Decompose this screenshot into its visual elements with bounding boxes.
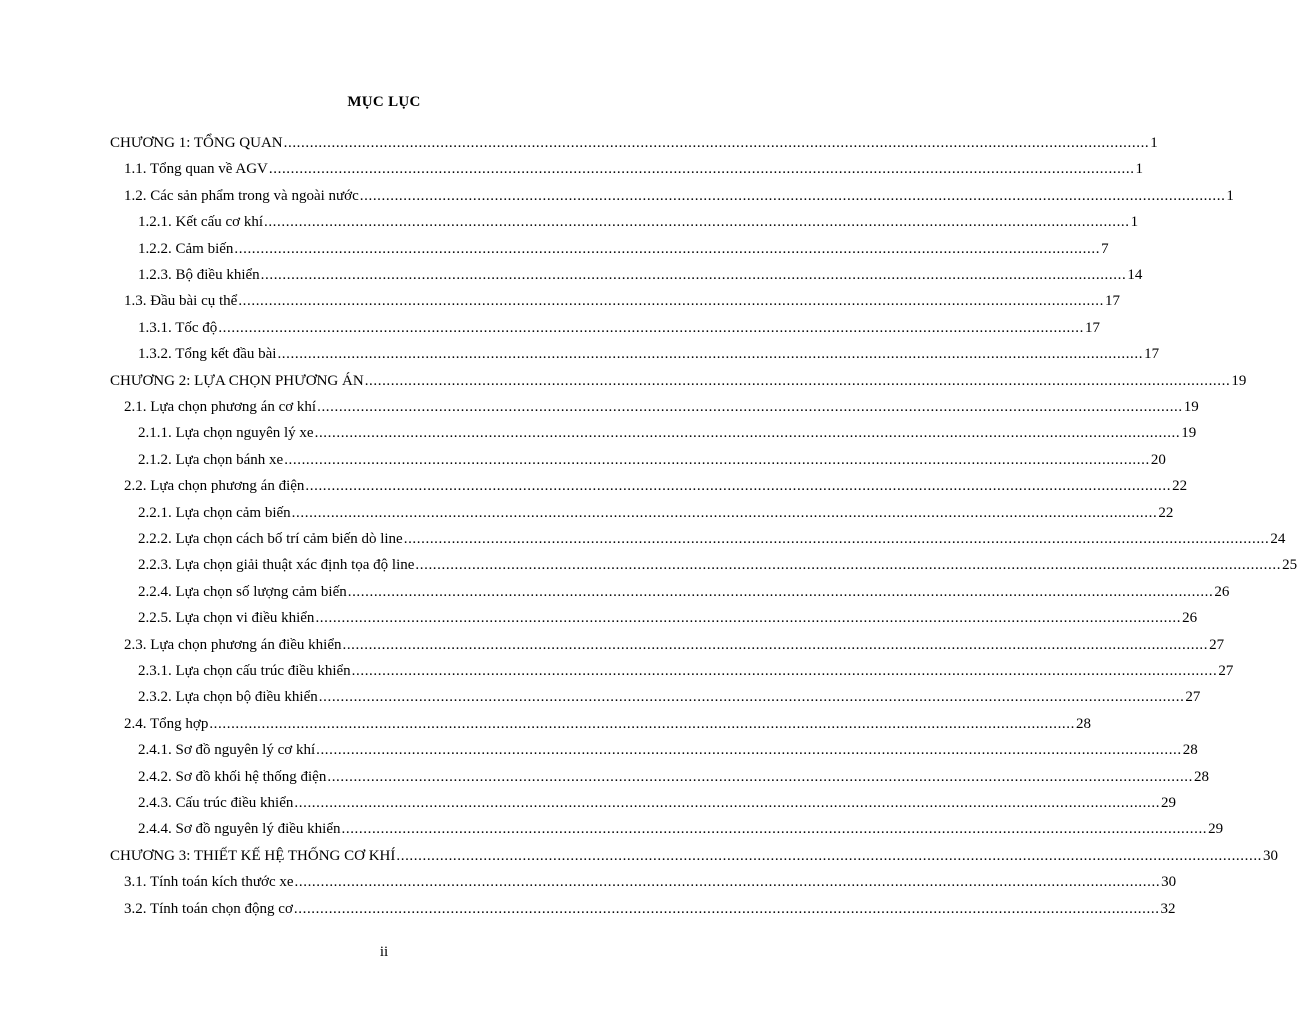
toc-entry-page: 17: [1104, 293, 1120, 310]
toc-entry[interactable]: [138, 416, 1197, 442]
toc-entry[interactable]: [110, 839, 1279, 865]
toc-entry-page: 30: [1263, 847, 1279, 864]
toc-entry-page: 27: [1218, 663, 1234, 679]
toc-entry-label: 2.2.1. Lựa chọn cảm biến: [138, 504, 291, 521]
toc-entry-page: 7: [1101, 240, 1109, 257]
toc-entry-label: 2.1.1. Lựa chọn nguyên lý xe: [138, 425, 314, 442]
toc-entry[interactable]: [138, 680, 1201, 706]
toc-entry-label: 2.4.3. Cấu trúc điều khiển: [138, 795, 294, 811]
toc-entry[interactable]: [138, 232, 1109, 258]
toc-entry-page: 26: [1214, 583, 1230, 600]
toc-entry[interactable]: [124, 284, 1120, 310]
toc-dot-leader: .......................................................................................................................................................................................................: [318, 689, 1185, 706]
toc-dot-leader: .......................................................................................................................................................................................................: [268, 161, 1135, 178]
toc-entry[interactable]: [138, 786, 1177, 812]
toc-dot-leader: .......................................................................................................................................................................................................: [283, 135, 1150, 151]
toc-entry[interactable]: [138, 654, 1234, 680]
toc-entry[interactable]: [124, 469, 1188, 495]
toc-entry-page: 19: [1181, 425, 1197, 442]
toc-entry-label: 1.3. Đầu bài cụ thể: [124, 293, 238, 310]
toc-entry-page: 1: [1150, 135, 1158, 151]
toc-dot-leader: .......................................................................................................................................................................................................: [291, 504, 1158, 521]
toc-entry[interactable]: [124, 179, 1234, 205]
toc-entry-page: 28: [1194, 768, 1209, 785]
toc-entry[interactable]: [124, 390, 1199, 416]
toc-entry-label: 2.2.5. Lựa chọn vi điều khiển: [138, 610, 315, 627]
toc-entry-label: 1.2. Các sản phẩm trong và ngoài nước: [124, 187, 359, 204]
toc-entry-page: 27: [1209, 636, 1225, 653]
toc-dot-leader: .......................................................................................................................................................................................................: [317, 399, 1183, 415]
toc-entry[interactable]: [124, 707, 1091, 733]
toc-entry[interactable]: [138, 760, 1209, 786]
toc-entry[interactable]: [138, 311, 1100, 337]
toc-entry-label: 2.2.3. Lựa chọn giải thuật xác định tọa độ line: [138, 557, 415, 574]
toc-entry-page: 25: [1282, 557, 1297, 574]
toc-dot-leader: .......................................................................................................................................................................................................: [327, 768, 1193, 785]
toc-entry-label: 1.2.2. Cảm biến: [138, 240, 234, 257]
toc-dot-leader: .......................................................................................................................................................................................................: [341, 821, 1208, 838]
toc-dot-leader: .......................................................................................................................................................................................................: [260, 267, 1127, 283]
page-title: MỤC LỤC: [347, 94, 421, 110]
toc-entry-label: CHƯƠNG 1: TỔNG QUAN: [110, 135, 283, 151]
page-number: ii: [379, 944, 389, 960]
toc-dot-leader: .......................................................................................................................................................................................................: [277, 346, 1144, 363]
toc-entry-label: 1.2.3. Bộ điều khiển: [138, 267, 260, 283]
toc-dot-leader: .......................................................................................................................................................................................................: [347, 583, 1214, 600]
toc-entry-label: 3.1. Tính toán kích thước xe: [124, 874, 294, 891]
toc-entry-page: 20: [1150, 451, 1166, 468]
toc-dot-leader: .......................................................................................................................................................................................................: [293, 900, 1160, 917]
toc-entry[interactable]: [138, 337, 1160, 363]
toc-entry-page: 28: [1075, 715, 1091, 732]
toc-dot-leader: .......................................................................................................................................................................................................: [284, 451, 1150, 468]
toc-entry[interactable]: [138, 548, 1297, 574]
toc-entry-page: 26: [1182, 610, 1198, 627]
toc-entry-label: 3.2. Tính toán chọn động cơ: [124, 900, 293, 917]
toc-entry[interactable]: [138, 522, 1286, 548]
toc-entry-page: 1: [1130, 214, 1139, 231]
toc-dot-leader: .......................................................................................................................................................................................................: [342, 636, 1209, 653]
toc-dot-leader: .......................................................................................................................................................................................................: [359, 187, 1226, 204]
toc-entry-page: 24: [1270, 531, 1286, 547]
toc-entry[interactable]: [138, 205, 1139, 231]
toc-entry-page: 29: [1208, 821, 1224, 838]
toc-entry[interactable]: [138, 733, 1198, 759]
toc-entry[interactable]: [138, 496, 1174, 522]
toc-entry[interactable]: [110, 126, 1158, 152]
toc-entry[interactable]: [110, 364, 1247, 390]
toc-dot-leader: .......................................................................................................................................................................................................: [234, 240, 1101, 257]
toc-entry-page: 28: [1182, 742, 1198, 759]
toc-entry-label: 2.4.2. Sơ đồ khối hệ thống điện: [138, 768, 327, 785]
toc-entry-label: 2.3. Lựa chọn phương án điều khiển: [124, 636, 342, 653]
toc-dot-leader: .......................................................................................................................................................................................................: [294, 795, 1161, 811]
toc-entry-label: 1.3.1. Tốc độ: [138, 319, 218, 336]
toc-dot-leader: .......................................................................................................................................................................................................: [315, 610, 1182, 627]
toc-dot-leader: .......................................................................................................................................................................................................: [238, 293, 1104, 310]
toc-entry-page: 27: [1185, 689, 1201, 706]
toc-entry-label: 2.2.4. Lựa chọn số lượng cảm biến: [138, 583, 347, 600]
toc-entry-page: 19: [1231, 372, 1247, 389]
toc-entry-page: 22: [1172, 478, 1188, 495]
toc-entry-label: 2.1. Lựa chọn phương án cơ khí: [124, 399, 317, 415]
toc-entry-label: 2.2. Lựa chọn phương án điện: [124, 478, 305, 495]
toc-entry-page: 22: [1158, 504, 1174, 521]
toc-entry-page: 29: [1161, 795, 1177, 811]
toc-entry[interactable]: [124, 628, 1225, 654]
toc-entry-page: 1: [1135, 161, 1144, 178]
toc-dot-leader: .......................................................................................................................................................................................................: [305, 478, 1172, 495]
toc-entry-label: 2.3.1. Lựa chọn cấu trúc điều khiển: [138, 663, 351, 679]
toc-dot-leader: .......................................................................................................................................................................................................: [294, 874, 1161, 891]
toc-entry[interactable]: [138, 601, 1198, 627]
toc-dot-leader: .......................................................................................................................................................................................................: [209, 715, 1075, 732]
toc-entry[interactable]: [124, 865, 1177, 891]
toc-entry-page: 17: [1144, 346, 1160, 363]
toc-dot-leader: .......................................................................................................................................................................................................: [396, 847, 1263, 864]
toc-dot-leader: .......................................................................................................................................................................................................: [403, 531, 1270, 547]
toc-entry-label: 2.1.2. Lựa chọn bánh xe: [138, 451, 284, 468]
toc-dot-leader: .......................................................................................................................................................................................................: [218, 319, 1084, 336]
toc-entry-label: 2.4.1. Sơ đồ nguyên lý cơ khí: [138, 742, 316, 759]
toc-entry-page: 17: [1084, 319, 1100, 336]
toc-entry-label: 2.4. Tổng hợp: [124, 715, 209, 732]
toc-dot-leader: .......................................................................................................................................................................................................: [364, 372, 1231, 389]
toc-entry[interactable]: [138, 812, 1224, 838]
toc-dot-leader: .......................................................................................................................................................................................................: [415, 557, 1282, 574]
toc-entry-page: 32: [1160, 900, 1176, 917]
toc-entry[interactable]: [138, 575, 1230, 601]
toc-entry-page: 1: [1226, 187, 1234, 204]
toc-entry-label: 1.2.1. Kết cấu cơ khí: [138, 214, 263, 231]
toc-entry[interactable]: [124, 892, 1176, 918]
toc-entry-label: 1.1. Tổng quan về AGV: [124, 161, 268, 178]
toc-entry-label: 2.2.2. Lựa chọn cách bố trí cảm biến dò line: [138, 531, 403, 547]
toc-entry-label: CHƯƠNG 2: LỰA CHỌN PHƯƠNG ÁN: [110, 372, 364, 389]
toc-entry-label: CHƯƠNG 3: THIẾT KẾ HỆ THỐNG CƠ KHÍ: [110, 847, 396, 864]
toc-entry-label: 2.4.4. Sơ đồ nguyên lý điều khiển: [138, 821, 341, 838]
toc-dot-leader: .......................................................................................................................................................................................................: [351, 663, 1218, 679]
toc-entry-label: 2.3.2. Lựa chọn bộ điều khiển: [138, 689, 318, 706]
toc-dot-leader: .......................................................................................................................................................................................................: [263, 214, 1130, 231]
toc-entry[interactable]: [124, 152, 1144, 178]
toc-entry-page: 30: [1161, 874, 1177, 891]
toc-entry-page: 19: [1183, 399, 1199, 415]
toc-entry-label: 1.3.2. Tổng kết đầu bài: [138, 346, 277, 363]
toc-dot-leader: .......................................................................................................................................................................................................: [314, 425, 1181, 442]
toc-entry[interactable]: [138, 443, 1166, 469]
toc-entry[interactable]: [138, 258, 1143, 284]
toc-entry-page: 14: [1127, 267, 1143, 283]
toc-dot-leader: .......................................................................................................................................................................................................: [316, 742, 1182, 759]
